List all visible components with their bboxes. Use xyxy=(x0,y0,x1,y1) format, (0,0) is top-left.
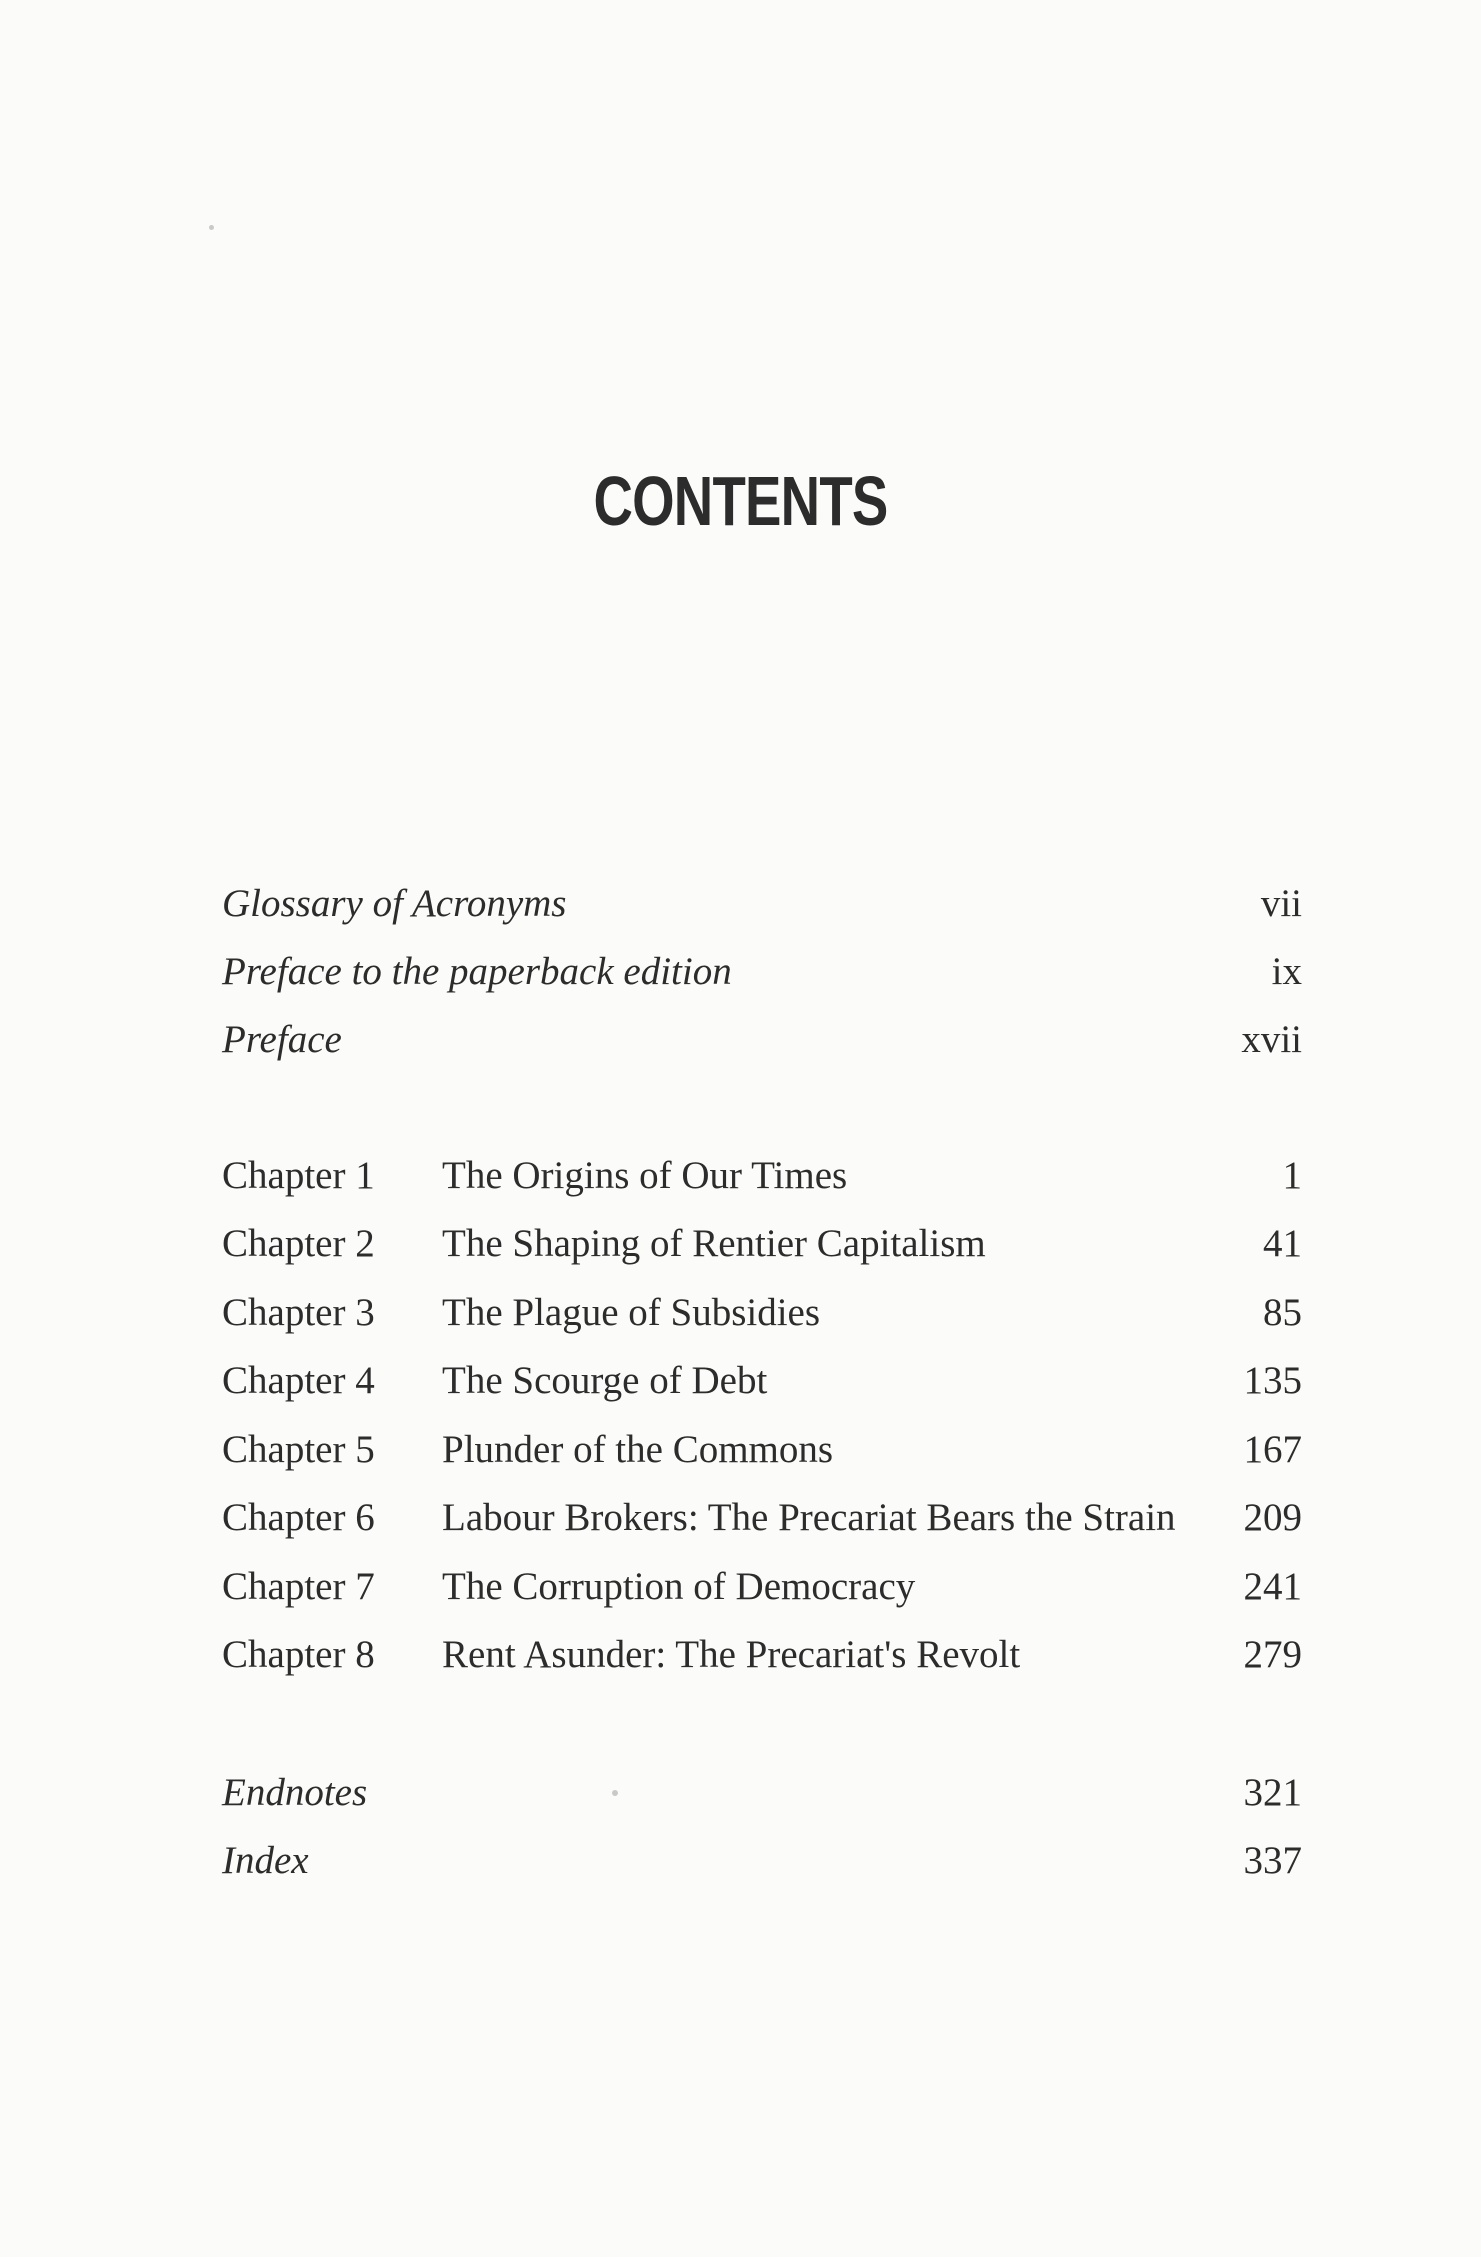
chapter-number: Chapter 1 xyxy=(222,1154,375,1197)
toc-page-number: 209 xyxy=(1243,1496,1302,1539)
page-title: CONTENTS xyxy=(593,462,888,540)
scan-speck xyxy=(209,225,214,230)
toc-entry-index[interactable] xyxy=(222,1831,1302,1891)
toc-page-number: 279 xyxy=(1243,1633,1302,1676)
toc-entry-preface[interactable] xyxy=(222,1010,1302,1070)
chapter-title: The Plague of Subsidies xyxy=(442,1291,821,1334)
toc-page-number: xvii xyxy=(1241,1018,1302,1061)
toc-page-number: 85 xyxy=(1263,1291,1302,1334)
toc-entry-glossary[interactable] xyxy=(222,874,1302,934)
toc-entry-label: Index xyxy=(222,1839,309,1882)
toc-page-number: 241 xyxy=(1243,1565,1302,1608)
toc-page-number: vii xyxy=(1260,882,1302,925)
chapter-title: Labour Brokers: The Precariat Bears the Strain xyxy=(442,1496,1176,1539)
toc-entry-chapter-2[interactable] xyxy=(222,1214,1302,1274)
toc-entry-preface-paperback[interactable] xyxy=(222,942,1302,1002)
toc-entry-label: Endnotes xyxy=(222,1771,368,1814)
chapter-number: Chapter 8 xyxy=(222,1633,375,1676)
chapter-title: The Scourge of Debt xyxy=(442,1359,768,1402)
chapter-number: Chapter 3 xyxy=(222,1291,375,1334)
chapter-number: Chapter 4 xyxy=(222,1359,375,1402)
toc-entry-chapter-7[interactable] xyxy=(222,1557,1302,1617)
toc-entry-chapter-4[interactable] xyxy=(222,1351,1302,1411)
toc-entry-chapter-3[interactable] xyxy=(222,1283,1302,1343)
toc-entry-chapter-6[interactable] xyxy=(222,1488,1302,1548)
chapter-number: Chapter 7 xyxy=(222,1565,375,1608)
toc-page-number: 135 xyxy=(1243,1359,1302,1402)
toc-page-number: 1 xyxy=(1282,1154,1302,1197)
toc-entry-chapter-1[interactable] xyxy=(222,1146,1302,1206)
toc-entry-label: Glossary of Acronyms xyxy=(222,882,567,925)
chapter-title: Rent Asunder: The Precariat's Revolt xyxy=(442,1633,1021,1676)
chapter-title: The Origins of Our Times xyxy=(442,1154,848,1197)
scan-speck xyxy=(612,1790,618,1796)
toc-entry-chapter-8[interactable] xyxy=(222,1625,1302,1685)
chapter-title: Plunder of the Commons xyxy=(442,1428,834,1471)
chapter-number: Chapter 5 xyxy=(222,1428,375,1471)
toc-entry-label: Preface to the paperback edition xyxy=(222,950,732,993)
toc-page-number: 41 xyxy=(1263,1222,1302,1265)
toc-page-number: 167 xyxy=(1243,1428,1302,1471)
toc-entry-chapter-5[interactable] xyxy=(222,1420,1302,1480)
toc-entry-label: Preface xyxy=(222,1018,342,1061)
toc-entry-endnotes[interactable] xyxy=(222,1763,1302,1823)
toc-page-number: ix xyxy=(1271,950,1302,993)
chapter-title: The Shaping of Rentier Capitalism xyxy=(442,1222,986,1265)
chapter-number: Chapter 2 xyxy=(222,1222,375,1265)
toc-page-number: 321 xyxy=(1243,1771,1302,1814)
chapter-title: The Corruption of Democracy xyxy=(442,1565,916,1608)
chapter-number: Chapter 6 xyxy=(222,1496,375,1539)
toc-page-number: 337 xyxy=(1243,1839,1302,1882)
